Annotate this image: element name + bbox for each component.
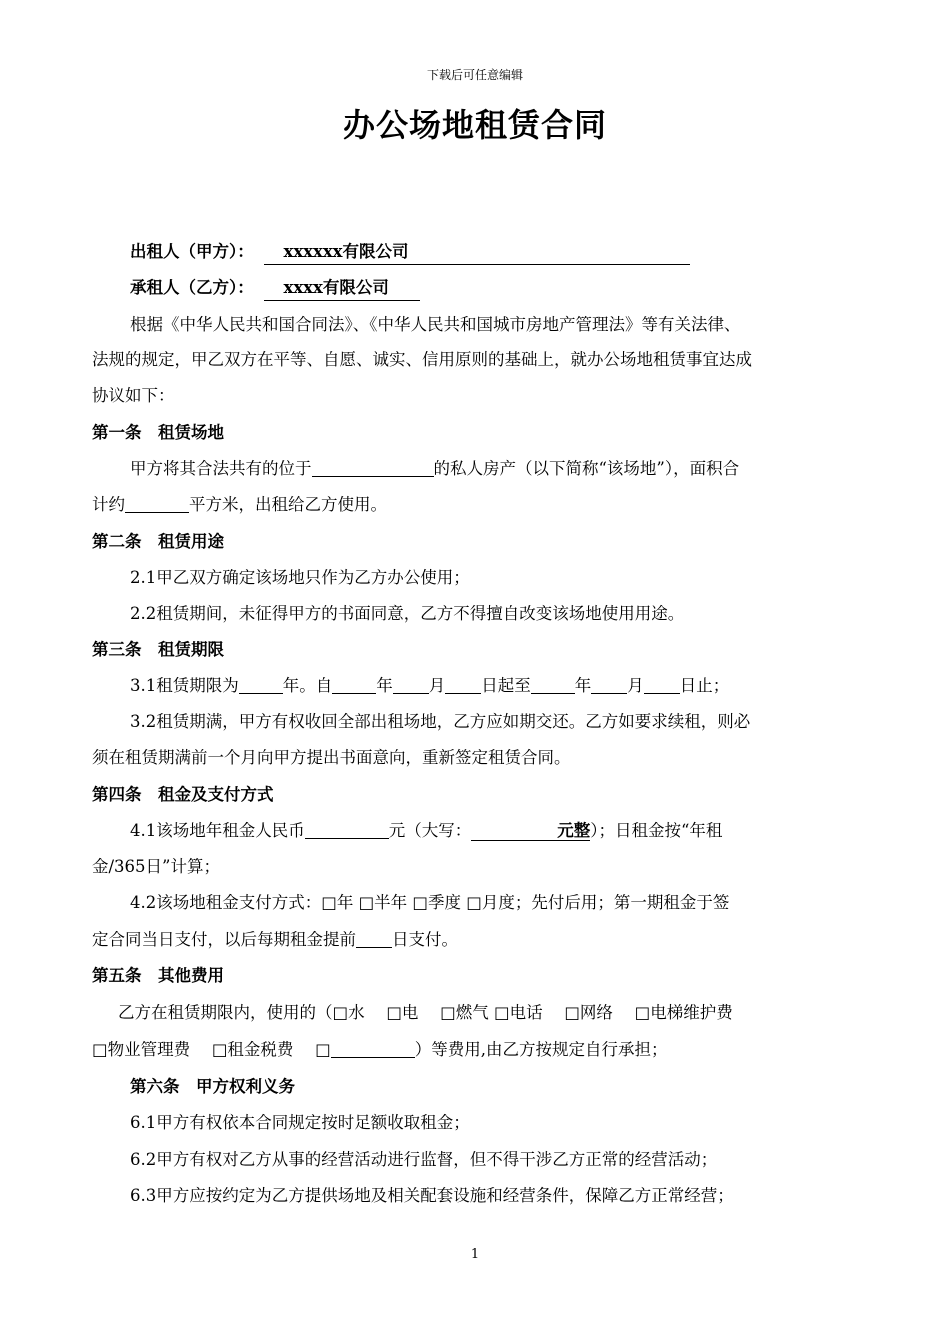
article-6-1: 6.1甲方有权依本合同规定按时足额收取租金；	[130, 1113, 470, 1132]
intro-line-2: 法规的规定，甲乙双方在平等、自愿、诚实、信用原则的基础上，就办公场地租赁事宜达成	[92, 350, 752, 369]
location-blank	[312, 458, 434, 477]
rent-amount-blank	[305, 820, 389, 839]
article-2-1: 2.1甲乙双方确定该场地只作为乙方办公使用；	[130, 568, 470, 587]
article-4-2-line-1: 4.2该场地租金支付方式：□年 □半年 □季度 □月度；先付后用；第一期租金于签	[130, 893, 730, 912]
document-title: 办公场地租赁合同	[342, 106, 607, 144]
article-1-line-2: 计约 平方米，出租给乙方使用。	[92, 495, 387, 514]
lessee-label: 承租人（乙方）：	[130, 278, 254, 297]
article-4-heading: 第四条 租金及支付方式	[92, 785, 274, 804]
article-6-heading: 第六条 甲方权利义务	[130, 1077, 295, 1096]
article-3-2-line-1: 3.2租赁期满，甲方有权收回全部出租场地，乙方应如期交还。乙方如要求续租，则必	[130, 712, 751, 731]
article-6-3: 6.3甲方应按约定为乙方提供场地及相关配套设施和经营条件，保障乙方正常经营；	[130, 1186, 734, 1205]
article-3-2-line-2: 须在租赁期满前一个月向甲方提出书面意向，重新签定租赁合同。	[92, 748, 571, 767]
article-4-1-line-2: 金/365日”计算；	[92, 857, 220, 876]
article-3-heading: 第三条 租赁期限	[92, 640, 224, 659]
article-4-2-line-2: 定合同当日支付，以后每期租金提前 日支付。	[92, 930, 458, 949]
article-2-heading: 第二条 租赁用途	[92, 532, 224, 551]
article-2-2: 2.2租赁期间，未征得甲方的书面同意，乙方不得擅自改变该场地使用用途。	[130, 604, 685, 623]
lessee-line	[130, 276, 862, 301]
page-number: 1	[470, 1247, 480, 1262]
lessor-label: 出租人（甲方）：	[130, 242, 254, 261]
article-4-1-line-1: 4.1该场地年租金人民币 元（大写： 元整）；日租金按“年租	[130, 821, 723, 840]
article-5-line-2: □物业管理费 □租金税费 □ ）等费用,由乙方按规定自行承担；	[92, 1040, 668, 1059]
rent-amount-words: 元整	[471, 821, 590, 841]
area-blank	[125, 494, 189, 513]
article-3-1: 3.1租赁期限为 年。自 年 月 日起至 年 月 日止；	[130, 676, 730, 695]
article-1-heading: 第一条 租赁场地	[92, 423, 224, 442]
lessee-name: xxxx有限公司	[264, 276, 420, 301]
article-6-2: 6.2甲方有权对乙方从事的经营活动进行监督，但不得干涉乙方正常的经营活动；	[130, 1150, 718, 1169]
header-note: 下载后可任意编辑	[426, 68, 523, 82]
intro-line-3: 协议如下：	[92, 386, 175, 405]
article-1-line-1: 甲方将其合法共有的位于 的私人房产（以下简称“该场地”），面积合	[130, 459, 740, 478]
intro-line-1: 根据《中华人民共和国合同法》、《中华人民共和国城市房地产管理法》等有关法律、	[130, 315, 741, 334]
lessor-line	[130, 240, 862, 265]
article-5-heading: 第五条 其他费用	[92, 966, 224, 985]
lessor-name: xxxxxx有限公司	[264, 240, 690, 265]
article-5-line-1: 乙方在租赁期限内，使用的（□水 □电 □燃气 □电话 □网络 □电梯维护费	[118, 1003, 733, 1022]
